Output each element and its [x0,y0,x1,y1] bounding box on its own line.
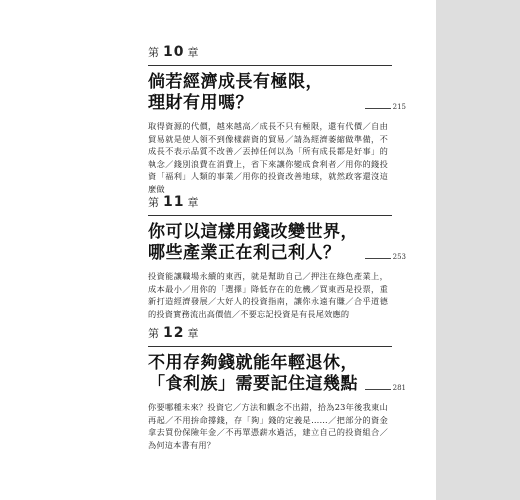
chapter-suffix: 章 [187,327,200,340]
page-number: 215 [392,103,406,111]
chapter-rule [148,65,392,66]
chapter-rule [148,215,392,216]
chapter-summary: 投資能讓職場永續的東西，就是幫助自己／押注在綠色產業上，成本最小／用你的「選擇」降低存在的危機／買東西是投票，重新打造經濟發展／大好人的投資指南，讓你永遠有賺／合乎道德的投資實務流出高價值／不要忘記投資是有長尾效應的 [148,271,388,319]
page-reference [365,103,406,111]
chapter-label [148,194,400,210]
chapter-rule [148,346,392,347]
chapter-suffix: 章 [187,46,200,59]
chapter-prefix: 第 [148,196,160,209]
chapter-number: 11 [163,194,185,210]
chapter-label [148,44,400,60]
page-reference [365,384,406,392]
background-margin [436,0,520,500]
chapter-title: 倘若經濟成長有極限， 理財有用嗎？ [148,72,323,113]
leader-line [365,389,391,390]
chapter-title: 不用存夠錢就能年輕退休， 「食利族」需要記住這幾點 [148,353,358,394]
leader-line [365,108,391,109]
chapter-suffix: 章 [187,196,200,209]
page-number: 253 [392,253,406,261]
chapter-11 [148,194,406,320]
chapter-summary: 你要哪種未來？投資它／方法和觀念不出錯，拾為23年後我東山再起／不用拚命撐錢，存「夠」錢的定義是……／把部分的資金拿去買份保險年金／不再單憑薪水過活，建立自己的投資組合／為何這本書有用？ [148,402,388,450]
chapter-10 [148,44,406,195]
chapter-prefix: 第 [148,327,160,340]
chapter-number: 10 [163,44,185,60]
page-number: 281 [392,384,406,392]
page-reference [365,253,406,261]
chapter-label [148,325,400,341]
chapter-title: 你可以這樣用錢改變世界， 哪些產業正在利己利人？ [148,222,358,263]
chapter-summary: 取得資源的代價，越來越高／成長不只有極限，還有代價／自由貿易就是使人領不到像樣薪資的貿易／請為經濟萎縮做準備，不成長不表示品質不改善／丟掉任何以為「所有成長都是好事」的執念／錢別浪費在消費上，省下來讓你變成食利者／用你的錢投資「福利」人類的事業／用你的投資改善地球，就然政客還沒這麼做 [148,121,388,194]
chapter-prefix: 第 [148,46,160,59]
chapter-12 [148,325,406,451]
leader-line [365,258,391,259]
chapter-number: 12 [163,325,185,341]
